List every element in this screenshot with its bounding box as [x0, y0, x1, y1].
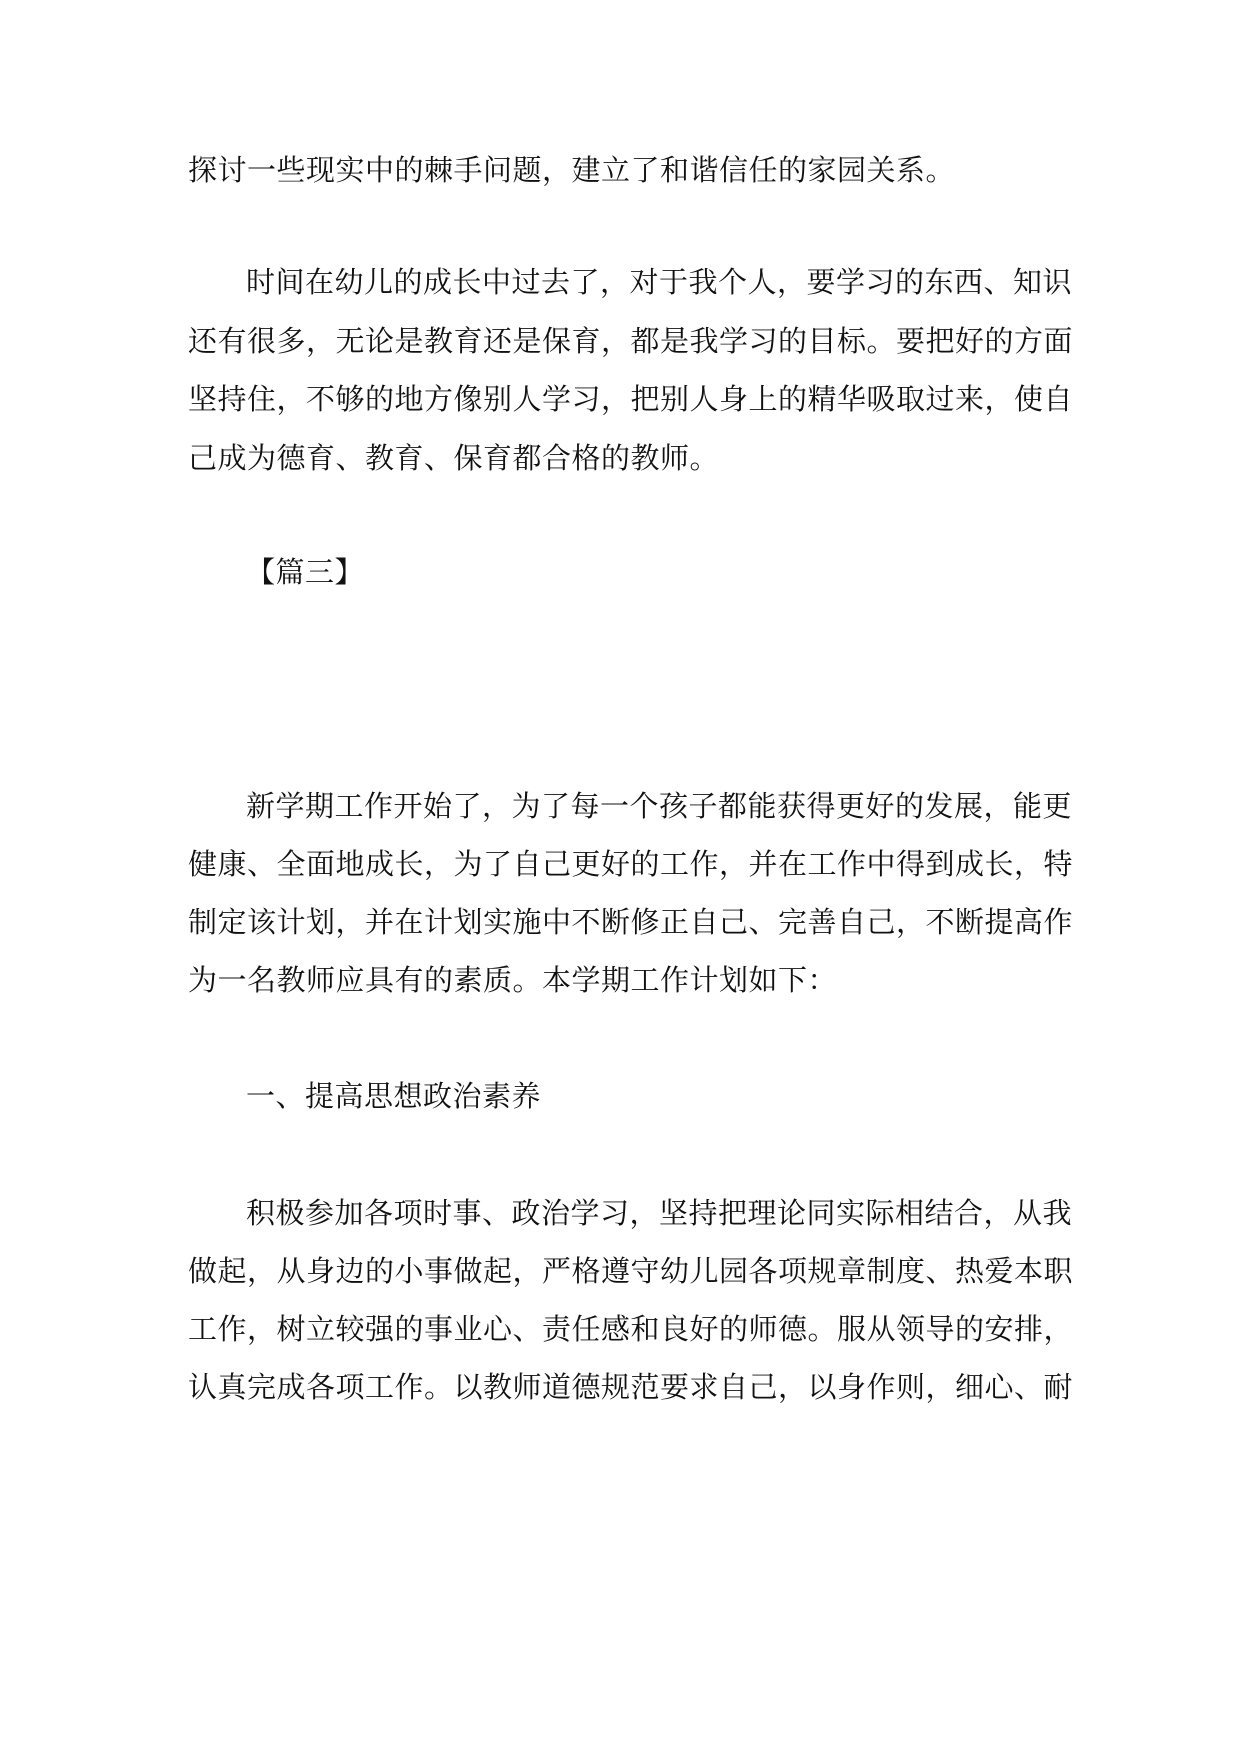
section-heading: 【篇三】: [246, 555, 365, 589]
paragraph-line: 探讨一些现实中的棘手问题，建立了和谐信任的家园关系。: [188, 153, 956, 187]
paragraph-line: 己成为德育、教育、保育都合格的教师。: [188, 441, 720, 475]
paragraph-line: 积极参加各项时事、政治学习，坚持把理论同实际相结合，从我: [246, 1196, 1073, 1230]
paragraph-line: 为一名教师应具有的素质。本学期工作计划如下：: [188, 963, 838, 997]
paragraph-line: 时间在幼儿的成长中过去了，对于我个人，要学习的东西、知识: [246, 265, 1073, 299]
paragraph-line: 坚持住，不够的地方像别人学习，把别人身上的精华吸取过来，使自: [188, 382, 1074, 416]
paragraph-line: 工作，树立较强的事业心、责任感和良好的师德。服从领导的安排，: [188, 1312, 1074, 1346]
subheading: 一、提高思想政治素养: [246, 1079, 542, 1113]
paragraph-line: 新学期工作开始了，为了每一个孩子都能获得更好的发展，能更: [246, 789, 1073, 823]
paragraph-line: 认真完成各项工作。以教师道德规范要求自己，以身作则，细心、耐: [188, 1370, 1074, 1404]
paragraph-line: 健康、全面地成长，为了自己更好的工作，并在工作中得到成长，特: [188, 847, 1074, 881]
paragraph-line: 做起，从身边的小事做起，严格遵守幼儿园各项规章制度、热爱本职: [188, 1254, 1074, 1288]
paragraph-line: 还有很多，无论是教育还是保育，都是我学习的目标。要把好的方面: [188, 324, 1074, 358]
paragraph-line: 制定该计划，并在计划实施中不断修正自己、完善自己，不断提高作: [188, 905, 1074, 939]
